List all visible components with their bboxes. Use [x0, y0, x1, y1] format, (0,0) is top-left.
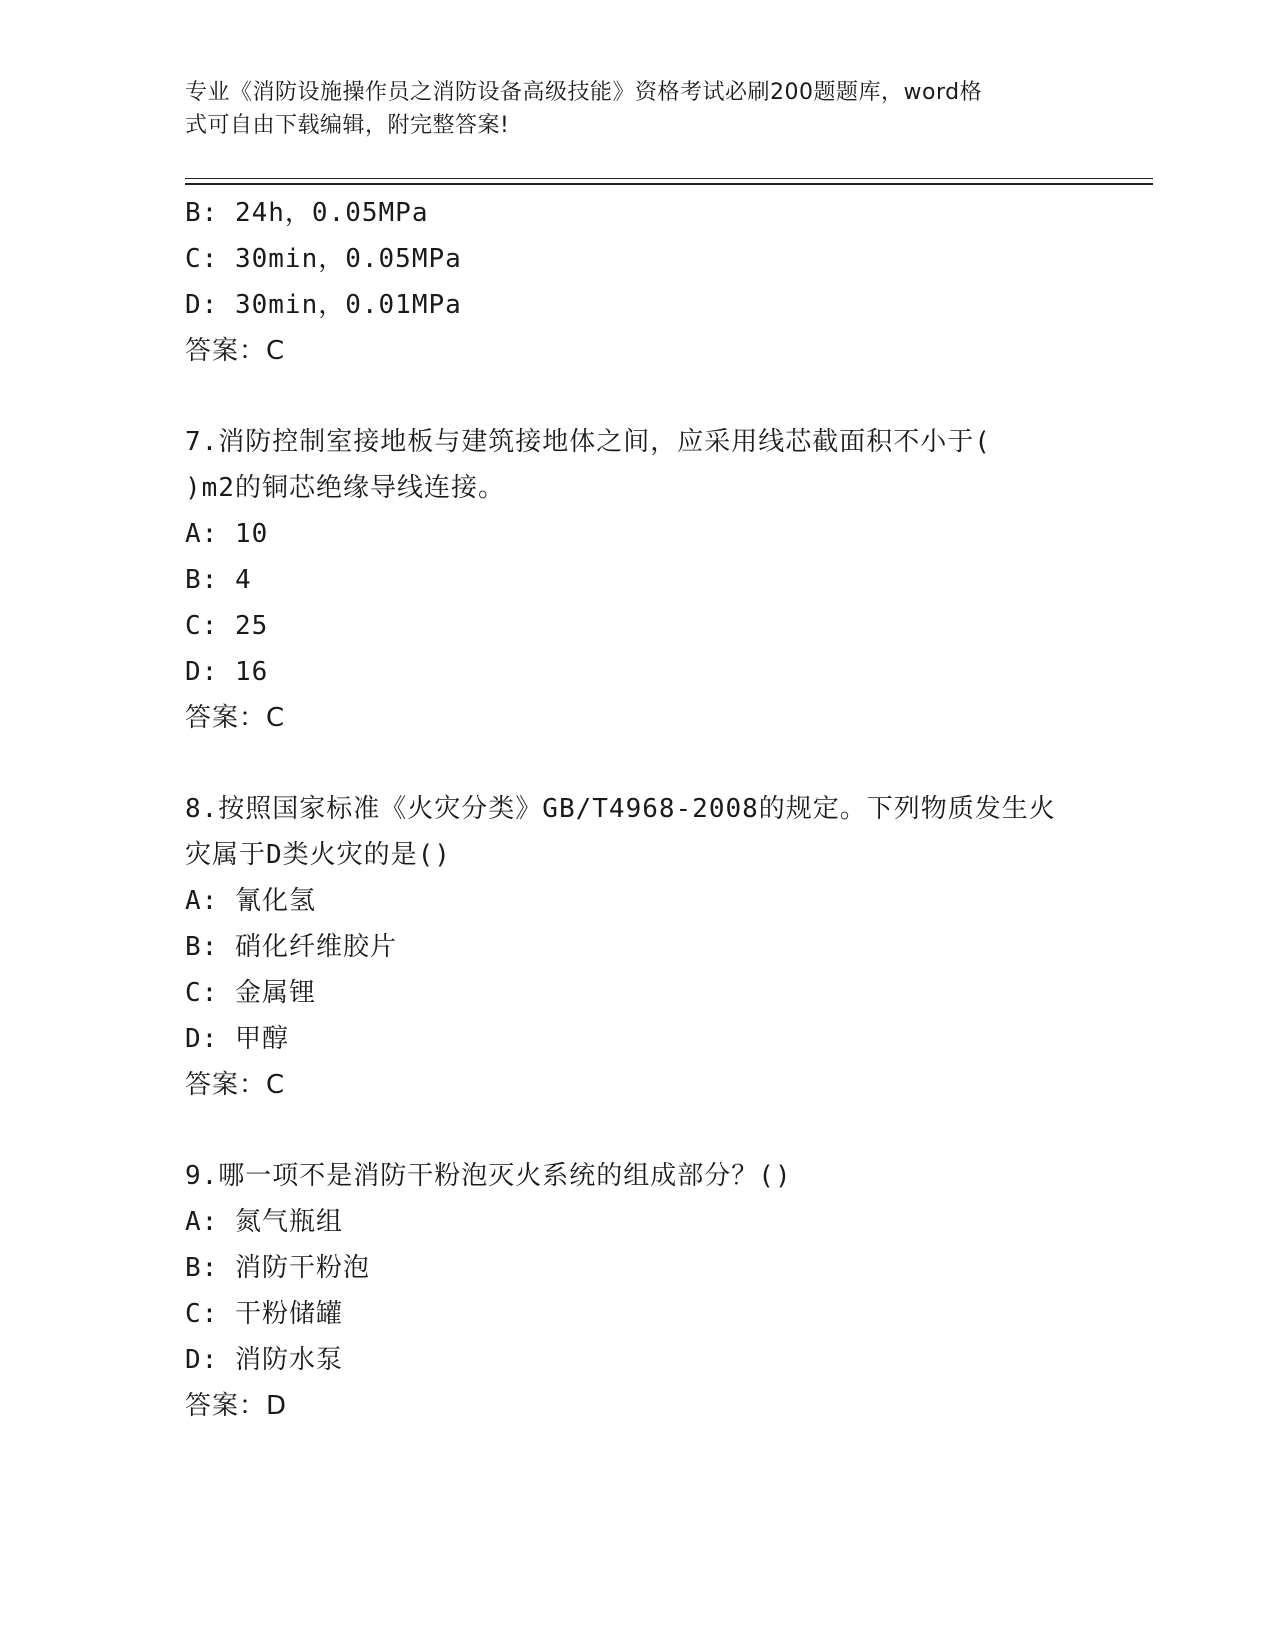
question-text-line-2: )m2的铜芯绝缘导线连接。 [185, 473, 505, 503]
question-8 [185, 786, 1095, 1108]
answer: 答案：D [185, 1391, 288, 1421]
answer: 答案：C [185, 1070, 286, 1100]
option-d: D: 甲醇 [185, 1024, 289, 1054]
option-a: A: 氰化氢 [185, 886, 316, 916]
header-rule-thick [185, 183, 1153, 185]
question-text-line-2: 灾属于D类火灾的是() [185, 840, 451, 870]
header-line-1: 专业《消防设施操作员之消防设备高级技能》资格考试必刷200题题库，word格 [185, 80, 983, 105]
question-text-line-1: 7.消防控制室接地板与建筑接地体之间，应采用线芯截面积不小于( [185, 427, 991, 457]
header-line-2: 式可自由下载编辑，附完整答案! [185, 113, 510, 138]
option-b: B: 24h，0.05MPa [185, 198, 429, 228]
answer: 答案：C [185, 703, 286, 733]
question-text-line-1: 9.哪一项不是消防干粉泡灭火系统的组成部分？() [185, 1161, 792, 1191]
option-c: C: 干粉储罐 [185, 1299, 343, 1329]
answer: 答案：C [185, 336, 286, 366]
option-b: B: 4 [185, 565, 252, 595]
document-header [185, 76, 1085, 142]
option-c: C: 金属锂 [185, 978, 316, 1008]
question-list [185, 190, 1095, 1429]
option-b: B: 消防干粉泡 [185, 1253, 370, 1283]
question-7 [185, 419, 1095, 741]
option-a: A: 10 [185, 519, 269, 549]
option-d: D: 16 [185, 657, 269, 687]
question-9 [185, 1153, 1095, 1429]
header-rule-thin [185, 178, 1153, 179]
option-c: C: 30min，0.05MPa [185, 244, 462, 274]
option-b: B: 硝化纤维胶片 [185, 932, 397, 962]
option-d: D: 消防水泵 [185, 1345, 343, 1375]
option-c: C: 25 [185, 611, 269, 641]
option-a: A: 氮气瓶组 [185, 1207, 343, 1237]
question-text-line-1: 8.按照国家标准《火灾分类》GB/T4968-2008的规定。下列物质发生火 [185, 794, 1056, 824]
prev-question [185, 190, 1095, 374]
option-d: D: 30min，0.01MPa [185, 290, 462, 320]
